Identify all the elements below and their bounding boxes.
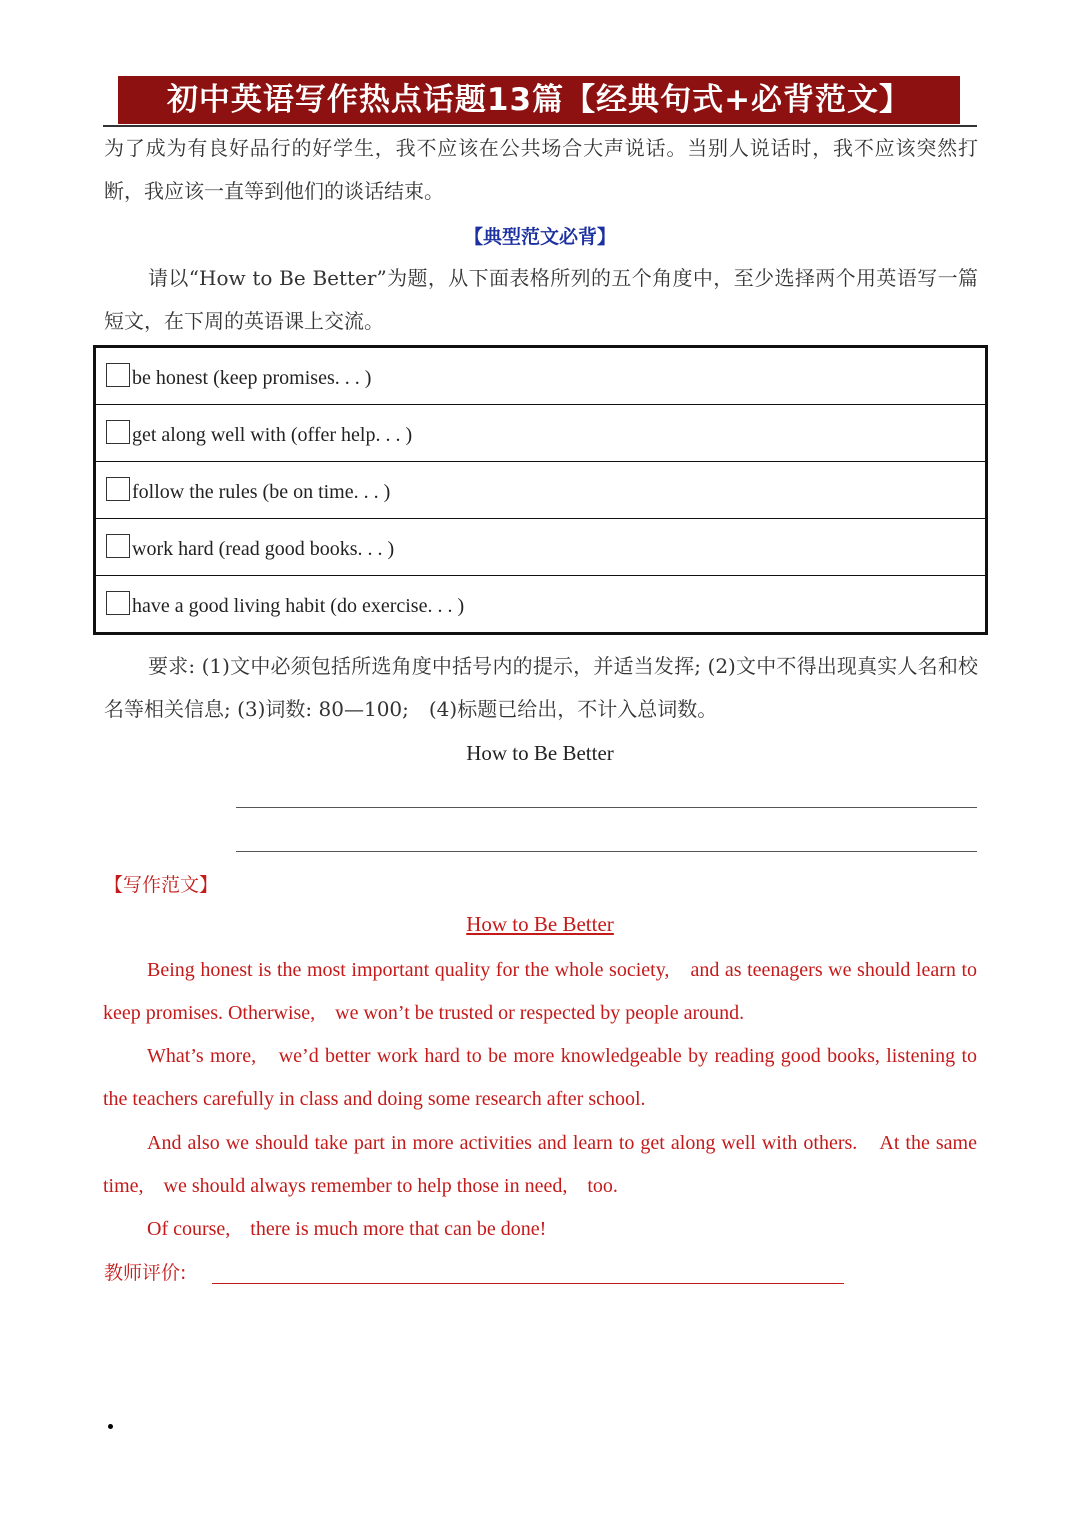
sample-title bbox=[0, 912, 1080, 937]
checkbox-icon[interactable] bbox=[106, 420, 130, 444]
option-row bbox=[95, 405, 987, 462]
answer-line[interactable] bbox=[236, 851, 977, 852]
teacher-eval-line[interactable] bbox=[212, 1283, 844, 1284]
prompt-paragraph: 请以“How to Be Better”为题，从下面表格所列的五个角度中，至少选择两个用英语写一篇短文，在下周的英语课上交流。 bbox=[104, 266, 978, 333]
option-label: work hard (read good books. . . ) bbox=[132, 537, 395, 560]
checkbox-icon[interactable] bbox=[106, 363, 130, 387]
option-label: get along well with (offer help. . . ) bbox=[132, 423, 413, 446]
sample-paragraph-1: Being honest is the most important quality for the whole society, and as teenagers we should learn to keep promises. Otherwise, we won’t be trusted or respected by people around. bbox=[103, 959, 977, 1024]
checkbox-icon[interactable] bbox=[106, 477, 130, 501]
sample-paragraph-3: And also we should take part in more activities and learn to get along well with others. At the same time, we should always remember to help those in need, too. bbox=[103, 1132, 977, 1197]
sample-paragraph-2: What’s more, we’d better work hard to be more knowledgeable by reading good books, listening to the teachers carefully in class and doing some research after school. bbox=[103, 1045, 977, 1110]
option-label: be honest (keep promises. . . ) bbox=[132, 366, 372, 389]
option-row bbox=[95, 347, 987, 405]
essay-title: How to Be Better bbox=[466, 741, 614, 765]
options-table bbox=[93, 345, 988, 635]
section-heading: 【典型范文必背】 bbox=[463, 226, 616, 248]
bullet-dot bbox=[108, 1424, 113, 1429]
teacher-eval-label: 教师评价: bbox=[104, 1262, 187, 1284]
option-label: have a good living habit (do exercise. . . ) bbox=[132, 594, 465, 617]
sample-label: 【写作范文】 bbox=[104, 874, 219, 896]
option-row bbox=[95, 576, 987, 634]
sample-paragraph-4: Of course, there is much more that can be done! bbox=[147, 1218, 547, 1240]
answer-line[interactable] bbox=[236, 807, 977, 808]
option-row bbox=[95, 519, 987, 576]
sample-title-text: How to Be Better bbox=[466, 912, 614, 936]
option-label: follow the rules (be on time. . . ) bbox=[132, 480, 391, 503]
checkbox-icon[interactable] bbox=[106, 591, 130, 615]
requirements-paragraph: 要求: (1)文中必须包括所选角度中括号内的提示，并适当发挥; (2)文中不得出现真实人名和校名等相关信息; (3)词数: 80—100; (4)标题已给出，不计入总词数。 bbox=[104, 654, 978, 721]
document-title: 初中英语写作热点话题13篇【经典句式+必背范文】 bbox=[118, 76, 960, 124]
checkbox-icon[interactable] bbox=[106, 534, 130, 558]
intro-paragraph: 为了成为有良好品行的好学生，我不应该在公共场合大声说话。当别人说话时，我不应该突然打断，我应该一直等到他们的谈话结束。 bbox=[104, 136, 978, 203]
option-row bbox=[95, 462, 987, 519]
